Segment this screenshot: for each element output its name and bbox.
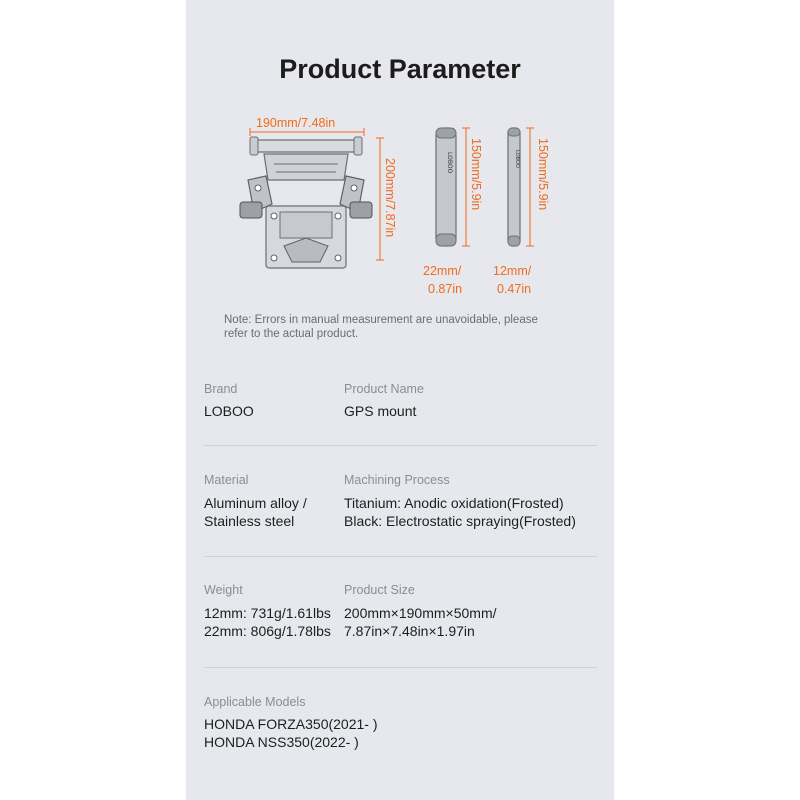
brand-value: LOBOO (204, 403, 254, 419)
parameter-panel (186, 0, 614, 800)
weight-label: Weight (204, 583, 243, 597)
product-name-label: Product Name (344, 382, 424, 396)
divider (204, 556, 597, 557)
bar-22mm-diameter-label-2: 0.87in (428, 282, 463, 296)
product-name-value: GPS mount (344, 403, 417, 419)
size-label: Product Size (344, 583, 415, 597)
note-line-1: Note: Errors in manual measurement are unavoidable, please (224, 314, 538, 326)
models-value-1: HONDA FORZA350(2021- ) (204, 716, 378, 732)
models-value-2: HONDA NSS350(2022- ) (204, 734, 359, 750)
models-label: Applicable Models (204, 695, 306, 709)
mount-width-label: 190mm/7.48in (256, 116, 336, 130)
size-value-1: 200mm×190mm×50mm/ (344, 605, 497, 621)
bar-12mm-diameter-label-2: 0.47in (497, 282, 532, 296)
page-title: Product Parameter (279, 54, 521, 84)
measurement-note (224, 313, 594, 341)
bar-12mm-diameter-label-1: 12mm/ (493, 264, 532, 278)
bar-12mm-length-label: 150mm/5.9in (536, 138, 550, 211)
svg-text:LOBOO: LOBOO (446, 152, 453, 174)
divider (204, 667, 597, 668)
mount-height-label: 200mm/7.87in (383, 158, 397, 238)
size-value-2: 7.87in×7.48in×1.97in (344, 623, 475, 639)
brand-label: Brand (204, 382, 238, 396)
process-value-1: Titanium: Anodic oxidation(Frosted) (344, 495, 564, 511)
weight-value-2: 22mm: 806g/1.78lbs (204, 623, 331, 639)
divider (204, 445, 597, 446)
bar-22mm-diameter-label-1: 22mm/ (423, 264, 462, 278)
material-label: Material (204, 473, 249, 487)
material-value-1: Aluminum alloy / (204, 495, 307, 511)
process-value-2: Black: Electrostatic spraying(Frosted) (344, 513, 576, 529)
process-label: Machining Process (344, 473, 450, 487)
weight-value-1: 12mm: 731g/1.61lbs (204, 605, 331, 621)
note-line-2: refer to the actual product. (224, 328, 359, 340)
bar-22mm-length-label: 150mm/5.9in (469, 138, 483, 211)
svg-text:LOBOO: LOBOO (514, 150, 520, 168)
material-value-2: Stainless steel (204, 513, 295, 529)
